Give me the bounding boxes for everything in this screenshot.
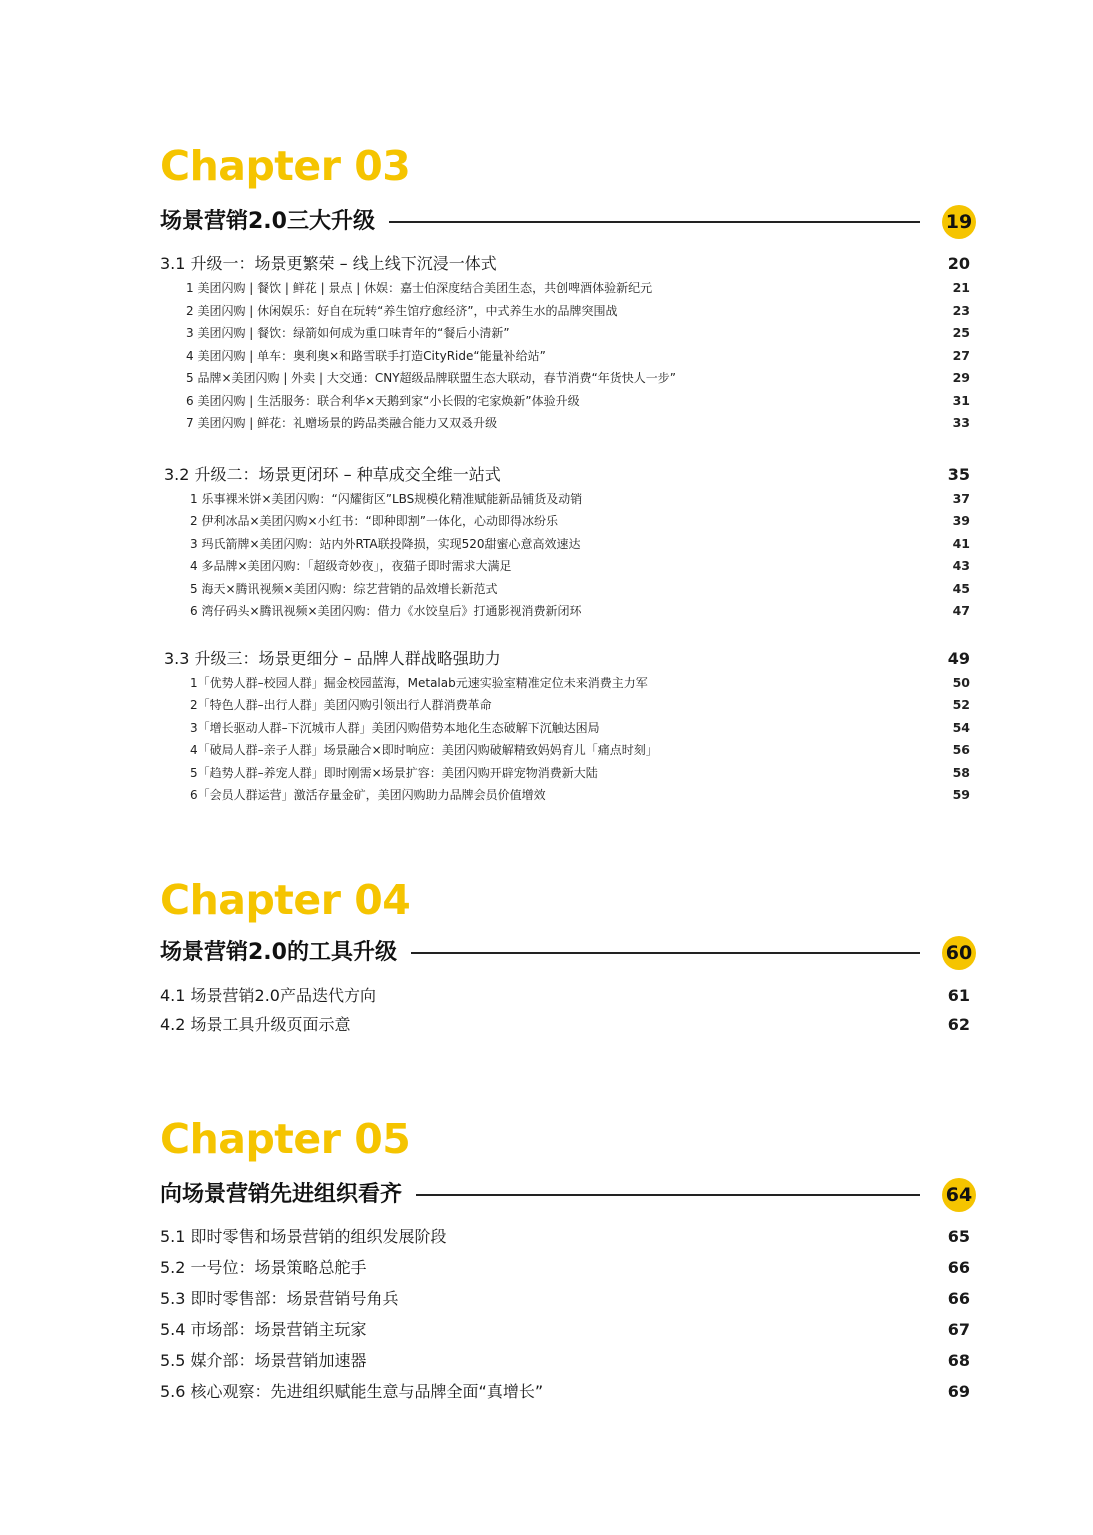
item-title: 3「增长驱动人群–下沉城市人群」美团闪购借势本地化生态破解下沉触达困局 xyxy=(190,721,600,735)
page-number: 20 xyxy=(947,254,970,273)
page-number: 59 xyxy=(952,787,970,802)
chapter-heading[interactable] xyxy=(160,1178,976,1212)
page-number: 61 xyxy=(947,986,970,1005)
chapter-heading[interactable] xyxy=(160,205,976,239)
item-title: 1 乐事裸米饼×美团闪购：“闪耀街区”LBS规模化精准赋能新品铺货及动销 xyxy=(190,492,583,506)
page-number: 33 xyxy=(952,415,970,430)
subsection-title: 5.6 核心观察：先进组织赋能生意与品牌全面“真增长” xyxy=(160,1382,544,1401)
page-number: 67 xyxy=(947,1320,970,1339)
page-number: 52 xyxy=(952,697,970,712)
item-title: 3 美团闪购 | 餐饮：绿箭如何成为重口味青年的“餐后小清新” xyxy=(186,326,510,340)
page-number: 49 xyxy=(947,649,970,668)
item-title: 3 玛氏箭牌×美团闪购：站内外RTA联投降损，实现520甜蜜心意高效速达 xyxy=(190,537,581,551)
subsection-title: 3.1 升级一：场景更繁荣 – 线上线下沉浸一体式 xyxy=(160,254,497,273)
subsection-title: 3.2 升级二：场景更闭环 – 种草成交全维一站式 xyxy=(164,465,501,484)
subsection-title: 5.3 即时零售部：场景营销号角兵 xyxy=(160,1289,399,1308)
page-number: 35 xyxy=(947,465,970,484)
page-number: 50 xyxy=(952,675,970,690)
item-title: 6「会员人群运营」激活存量金矿，美团闪购助力品牌会员价值增效 xyxy=(190,788,546,802)
chapter-heading[interactable] xyxy=(160,936,976,970)
page-number: 54 xyxy=(952,720,970,735)
item-title: 4 多品牌×美团闪购：「超级奇妙夜」，夜猫子即时需求大满足 xyxy=(190,559,512,573)
subsection-title: 3.3 升级三：场景更细分 – 品牌人群战略强助力 xyxy=(164,649,501,668)
page-number: 65 xyxy=(947,1227,970,1246)
heading-label: 场景营销2.0三大升级 xyxy=(160,208,389,236)
page-number: 68 xyxy=(947,1351,970,1370)
item-title: 6 湾仔码头×腾讯视频×美团闪购：借力《水饺皇后》打通影视消费新闭环 xyxy=(190,604,582,618)
page-number: 37 xyxy=(952,491,970,506)
page-number: 45 xyxy=(952,581,970,596)
item-title: 6 美团闪购 | 生活服务：联合利华×天鹅到家“小长假的宅家焕新”体验升级 xyxy=(186,394,580,408)
chapter-title: Chapter 04 xyxy=(160,876,411,924)
item-title: 1 美团闪购 | 餐饮 | 鲜花 | 景点 | 休娱：嘉士伯深度结合美团生态，共创啤酒体验新纪元 xyxy=(186,281,653,295)
page-badge: 64 xyxy=(942,1178,976,1212)
item-title: 7 美团闪购 | 鲜花：礼赠场景的跨品类融合能力又双叒升级 xyxy=(186,416,498,430)
subsection-title: 4.1 场景营销2.0产品迭代方向 xyxy=(160,986,376,1005)
page-number: 29 xyxy=(952,370,970,385)
page-number: 43 xyxy=(952,558,970,573)
item-title: 2「特色人群–出行人群」美团闪购引领出行人群消费革命 xyxy=(190,698,492,712)
item-title: 2 美团闪购 | 休闲娱乐：好自在玩转“养生馆疗愈经济”，中式养生水的品牌突围战 xyxy=(186,304,618,318)
page-number: 25 xyxy=(952,325,970,340)
page-number: 21 xyxy=(952,280,970,295)
subsection-title: 5.4 市场部：场景营销主玩家 xyxy=(160,1320,367,1339)
page-number: 56 xyxy=(952,742,970,757)
page-badge: 60 xyxy=(942,936,976,970)
item-title: 4 美团闪购 | 单车：奥利奥×和路雪联手打造CityRide“能量补给站” xyxy=(186,349,546,363)
item-title: 4「破局人群–亲子人群」场景融合×即时响应：美团闪购破解精致妈妈育儿「痛点时刻」 xyxy=(190,743,658,757)
item-title: 2 伊利冰品×美团闪购×小红书：“即种即割”一体化，心动即得冰纷乐 xyxy=(190,514,558,528)
page-number: 47 xyxy=(952,603,970,618)
item-title: 5「趋势人群–养宠人群」即时刚需×场景扩容：美团闪购开辟宠物消费新大陆 xyxy=(190,766,598,780)
page-badge: 19 xyxy=(942,205,976,239)
page-number: 66 xyxy=(947,1289,970,1308)
subsection-title: 5.1 即时零售和场景营销的组织发展阶段 xyxy=(160,1227,447,1246)
page-number: 27 xyxy=(952,348,970,363)
item-title: 1「优势人群–校园人群」掘金校园蓝海，Metalab元速实验室精准定位未来消费主力军 xyxy=(190,676,648,690)
subsection-title: 5.5 媒介部：场景营销加速器 xyxy=(160,1351,367,1370)
item-title: 5 品牌×美团闪购 | 外卖 | 大交通：CNY超级品牌联盟生态大联动，春节消费“年货快人一步” xyxy=(186,371,676,385)
subsection-title: 4.2 场景工具升级页面示意 xyxy=(160,1015,351,1034)
page-number: 39 xyxy=(952,513,970,528)
item-title: 5 海天×腾讯视频×美团闪购：综艺营销的品效增长新范式 xyxy=(190,582,498,596)
page-number: 31 xyxy=(952,393,970,408)
chapter-title: Chapter 05 xyxy=(160,1115,411,1163)
heading-label: 向场景营销先进组织看齐 xyxy=(160,1181,416,1209)
subsection-title: 5.2 一号位：场景策略总舵手 xyxy=(160,1258,367,1277)
page-number: 23 xyxy=(952,303,970,318)
page-number: 41 xyxy=(952,536,970,551)
page-number: 58 xyxy=(952,765,970,780)
heading-label: 场景营销2.0的工具升级 xyxy=(160,939,411,967)
page-number: 66 xyxy=(947,1258,970,1277)
chapter-title: Chapter 03 xyxy=(160,142,411,190)
page-number: 62 xyxy=(947,1015,970,1034)
page-number: 69 xyxy=(947,1382,970,1401)
